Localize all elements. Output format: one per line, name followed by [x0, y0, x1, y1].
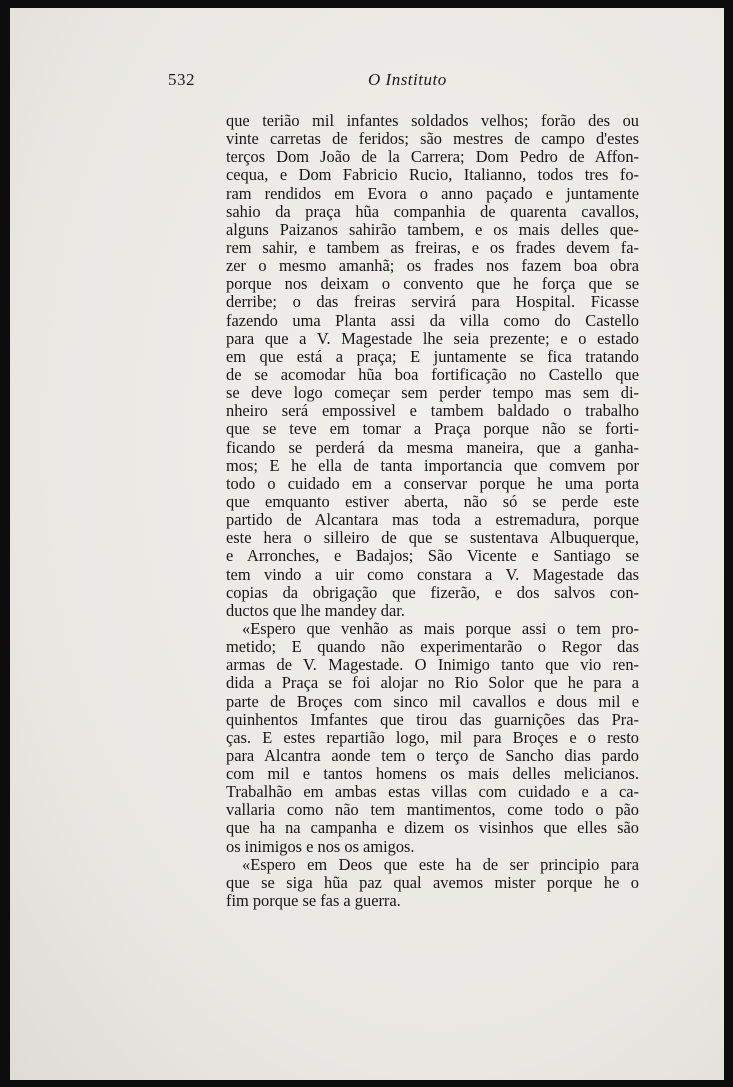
text-line: «Espero em Deos que este ha de ser principio para	[242, 854, 639, 874]
paragraph	[226, 620, 639, 856]
text-line: mos; E he ella de tanta importancia que comvem por	[226, 455, 639, 475]
paragraph	[226, 112, 639, 620]
text-line: metido; E quando não experimentarão o Regor das	[226, 637, 639, 657]
text-line: ram rendidos em Evora o anno paçado e juntamente	[226, 183, 639, 203]
text-line: fim porque se fas a guerra.	[226, 891, 401, 911]
text-line: ductos que lhe mandey dar.	[226, 600, 405, 620]
text-line: nheiro será empossivel e tambem baldado o trabalho	[226, 401, 639, 421]
text-line: Trabalhão em ambas estas villas com cuidado e a ca-	[226, 782, 639, 802]
text-line: sahio da praça hũa companhia de quarenta cavallos,	[226, 201, 639, 221]
text-line: que se teve em tomar a Praça porque não se forti-	[226, 419, 639, 439]
text-line: se deve logo começar sem perder tempo mas sem di-	[226, 383, 639, 403]
text-line: que emquanto estiver aberta, não só se perde este	[226, 491, 639, 511]
text-line: este hera o silleiro de que se sustentava Albuquerque,	[226, 528, 639, 548]
text-line: cequa, e Dom Fabricio Rucio, Italianno, todos tres fo-	[226, 165, 639, 185]
page-header	[168, 70, 638, 96]
text-line: de se acomodar hũa boa fortificação no Castello que	[226, 364, 639, 384]
text-line: ficando se perderá da mesma maneira, que a ganha-	[226, 437, 639, 457]
text-line: todo o cuidado em a conservar porque he uma porta	[226, 473, 639, 493]
text-line: terços Dom João de la Carrera; Dom Pedro de Affon-	[226, 147, 639, 167]
text-line: tem vindo a uir como constara a V. Magestade das	[226, 564, 639, 584]
body-text	[226, 112, 639, 910]
text-line: vinte carretas de feridos; são mestres de campo d'estes	[226, 129, 639, 149]
text-line: para Alcantra aonde tem o terço de Sancho dias pardo	[226, 745, 639, 765]
text-line: zer o mesmo amanhã; os frades nos fazem boa obra	[226, 256, 639, 276]
text-line: com mil e tantos homens os mais delles melicianos.	[226, 764, 639, 784]
text-line: vallaria como não tem mantimentos, come todo o pão	[226, 800, 639, 820]
text-line: que ha na campanha e dizem os visinhos que elles são	[226, 818, 639, 838]
page-number: 532	[168, 70, 195, 89]
text-line: os inimigos e nos os amigos.	[226, 836, 415, 856]
text-line: quinhentos Imfantes que tirou das guarnições das Pra-	[226, 709, 639, 729]
text-line: para que a V. Magestade lhe seia prezente; e o estado	[226, 328, 639, 348]
text-line: partido de Alcantara mas toda a estremadura, porque	[226, 510, 639, 530]
text-line: derribe; o das freiras servirá para Hospital. Ficasse	[226, 292, 639, 312]
paragraph	[226, 856, 639, 910]
text-line: que terião mil infantes soldados velhos; forão des ou	[226, 111, 639, 130]
text-line: parte de Broçes com sinco mil cavallos e dous mil e	[226, 691, 639, 711]
text-line: rem sahir, e tambem as freiras, e os frades devem fa-	[226, 237, 639, 257]
text-line: em que está a praça; E juntamente se fica tratando	[226, 346, 639, 366]
text-line: ças. E estes repartião logo, mil para Broçes e o resto	[226, 727, 639, 747]
book-page	[10, 8, 724, 1080]
text-line: porque nos deixam o convento que he força que se	[226, 274, 639, 294]
text-line: armas de V. Magestade. O Inimigo tanto que vio ren-	[226, 655, 639, 675]
text-line: e Arronches, e Badajos; São Vicente e Santiago se	[226, 546, 639, 566]
text-line: copias da obrigação que fizerão, e dos salvos con-	[226, 582, 639, 602]
text-line: que se siga hũa paz qual avemos mister porque he o	[226, 872, 639, 892]
text-line: «Espero que venhão as mais porque assi o tem pro-	[242, 618, 639, 638]
text-line: fazendo uma Planta assi da villa como do Castello	[226, 310, 639, 330]
text-line: dida a Praça se foi alojar no Rio Solor que he para a	[226, 673, 639, 693]
running-title: O Instituto	[368, 70, 447, 89]
text-line: alguns Paizanos sahirão tambem, e os mais delles que-	[226, 219, 639, 239]
